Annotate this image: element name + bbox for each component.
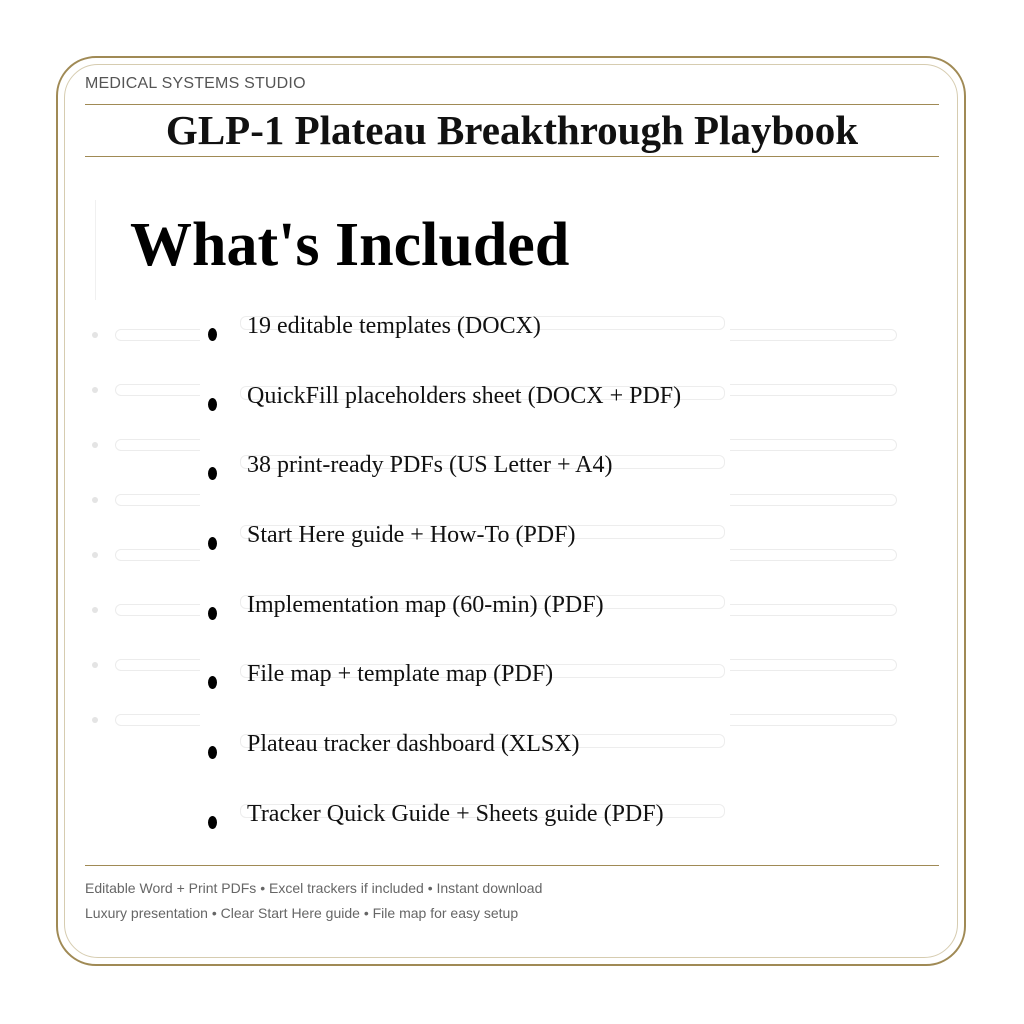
list-item — [200, 449, 730, 519]
ghost-dot — [92, 662, 98, 668]
decorative-side-line — [95, 200, 96, 300]
item-label: Tracker Quick Guide + Sheets guide (PDF) — [247, 800, 664, 827]
list-item — [200, 728, 730, 798]
ghost-dot — [92, 332, 98, 338]
top-divider — [85, 104, 939, 105]
item-label: File map + template map (PDF) — [247, 661, 554, 688]
ghost-dot — [92, 552, 98, 558]
ghost-dot — [92, 387, 98, 393]
list-item — [200, 798, 730, 868]
ghost-dot — [92, 607, 98, 613]
list-item — [200, 310, 730, 380]
list-item — [200, 589, 730, 659]
item-label: Implementation map (60-min) (PDF) — [247, 591, 604, 618]
list-item — [200, 380, 730, 450]
ghost-dot — [92, 442, 98, 448]
bullet-icon — [208, 467, 217, 480]
footer-line-2: Luxury presentation • Clear Start Here guide • File map for easy setup — [85, 905, 519, 921]
bullet-icon — [208, 537, 217, 550]
bullet-icon — [208, 676, 217, 689]
footer-line-1: Editable Word + Print PDFs • Excel trackers if included • Instant download — [85, 880, 543, 896]
ghost-dot — [92, 717, 98, 723]
bullet-icon — [208, 398, 217, 411]
bullet-icon — [208, 746, 217, 759]
bullet-icon — [208, 328, 217, 341]
included-items-list — [200, 310, 730, 868]
section-heading: What's Included — [130, 211, 570, 279]
item-label: Start Here guide + How-To (PDF) — [247, 522, 576, 549]
brand-label: MEDICAL SYSTEMS STUDIO — [85, 75, 306, 92]
bullet-icon — [208, 816, 217, 829]
ghost-dot — [92, 497, 98, 503]
item-label: 19 editable templates (DOCX) — [247, 313, 541, 339]
bullet-icon — [208, 607, 217, 620]
item-label: QuickFill placeholders sheet (DOCX + PDF) — [247, 382, 682, 409]
list-item — [200, 519, 730, 589]
list-item — [200, 658, 730, 728]
title-divider — [85, 156, 939, 157]
footer-divider — [85, 865, 939, 866]
page-title: GLP-1 Plateau Breakthrough Playbook — [165, 107, 859, 153]
item-label: 38 print-ready PDFs (US Letter + A4) — [247, 452, 613, 479]
item-label: Plateau tracker dashboard (XLSX) — [247, 731, 580, 758]
